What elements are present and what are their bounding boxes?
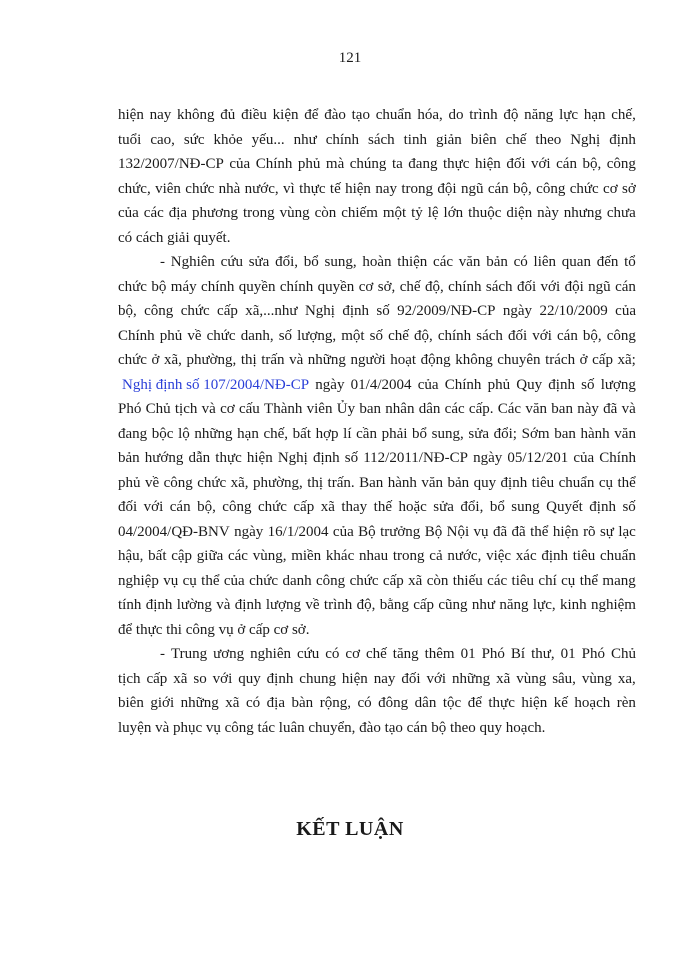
text-line: hiện nay không đủ điều kiện để đào tạo chuẩn hóa, do trình độ năng lực hạn chế, [118, 107, 636, 123]
paragraph-2 [118, 250, 636, 642]
text-line: 132/2007/NĐ-CP của Chính phủ mà chúng ta đang thực hiện đối với cán bộ, công [118, 156, 636, 172]
section-heading: KẾT LUẬN [296, 818, 404, 840]
text-line: luyện và phục vụ công tác luân chuyển, đào tạo cán bộ theo quy hoạch. [118, 719, 546, 736]
document-body [118, 103, 636, 740]
text-line: Phó Chủ tịch và cơ cấu Thành viên Ủy ban nhân dân các cấp. Các văn ban này đã và [118, 401, 636, 417]
text-line: Chính phủ về chức danh, số lượng, một số chế độ, chính sách đối với cán bộ, công [118, 327, 636, 344]
text-line: bộ, công chức cấp xã,...như Nghị định số 92/2009/NĐ-CP ngày 22/10/2009 của [118, 303, 636, 319]
text-line: bản hướng dẫn thực hiện Nghị định số 112/2011/NĐ-CP ngày 05/12/201 của Chính [118, 450, 636, 466]
text-line: chức ở xã, phường, thị trấn và những người hoạt động không chuyên trách ở cấp xã; [118, 352, 636, 368]
paragraph-3 [118, 642, 636, 740]
text-line: biên giới những xã có địa bàn rộng, có đông dân tộc để thực hiện kế hoạch rèn [118, 695, 636, 711]
text-line: tính định lường và định lượng về trình độ, bằng cấp cũng như năng lực, kinh nghiệm [118, 597, 636, 613]
text-line: của các địa phương trong vùng còn chiếm một tỷ lệ lớn thuộc diện này nhưng chưa [118, 205, 636, 221]
text-line: đang bộc lộ những hạn chế, bất hợp lí cần phải bổ sung, sửa đổi; Sớm ban hành văn [118, 425, 636, 442]
text-line: phủ về công chức xã, phường, thị trấn. Ban hành văn bản quy định tiêu chuẩn cụ thể [118, 474, 636, 491]
text-line: tịch cấp xã so với quy định chung hiện nay đối với những xã vùng sâu, vùng xa, [118, 670, 636, 687]
text-line: 04/2004/QĐ-BNV ngày 16/1/2004 của Bộ trưởng Bộ Nội vụ đã đã thể hiện rõ sự lạc [118, 523, 636, 540]
text-line: chức, viên chức nhà nước, vì thực tế hiện nay trong đội ngũ cán bộ, công chức cơ sở [118, 180, 636, 197]
page-number: 121 [338, 50, 362, 66]
paragraph-1 [118, 103, 636, 250]
text-line: có cách giải quyết. [118, 229, 231, 246]
text-line: - Trung ương nghiên cứu có cơ chế tăng thêm 01 Phó Bí thư, 01 Phó Chủ [160, 646, 636, 662]
text-line: chức bộ máy chính quyền chính quyền cơ sở, chế độ, chính sách đối với đội ngũ cán [118, 278, 636, 295]
text-line: Nghị định số 107/2004/NĐ-CP ngày 01/4/2004 của Chính phủ Quy định số lượng [118, 373, 636, 398]
text-line: đối với cán bộ, công chức cấp xã thay thế hoặc sửa đổi, bổ sung Quyết định số [118, 499, 636, 515]
text-line: nghiệp vụ cụ thể của chức danh công chức cấp xã còn thiếu các tiêu chí cụ thể mang [118, 572, 636, 589]
text-line: để thực thi công vụ ở cấp cơ sở. [118, 621, 310, 638]
text-line: hậu, bất cập giữa các vùng, miền khác nhau trong cả nước, việc xác định tiêu chuẩn [118, 548, 636, 564]
text-line: - Nghiên cứu sửa đổi, bổ sung, hoàn thiện các văn bản có liên quan đến tổ [160, 254, 636, 270]
decree-107-link[interactable]: Nghị định số 107/2004/NĐ-CP [122, 376, 310, 393]
text-line: tuổi cao, sức khỏe yếu... như chính sách tinh giản biên chế theo Nghị định [118, 131, 636, 148]
